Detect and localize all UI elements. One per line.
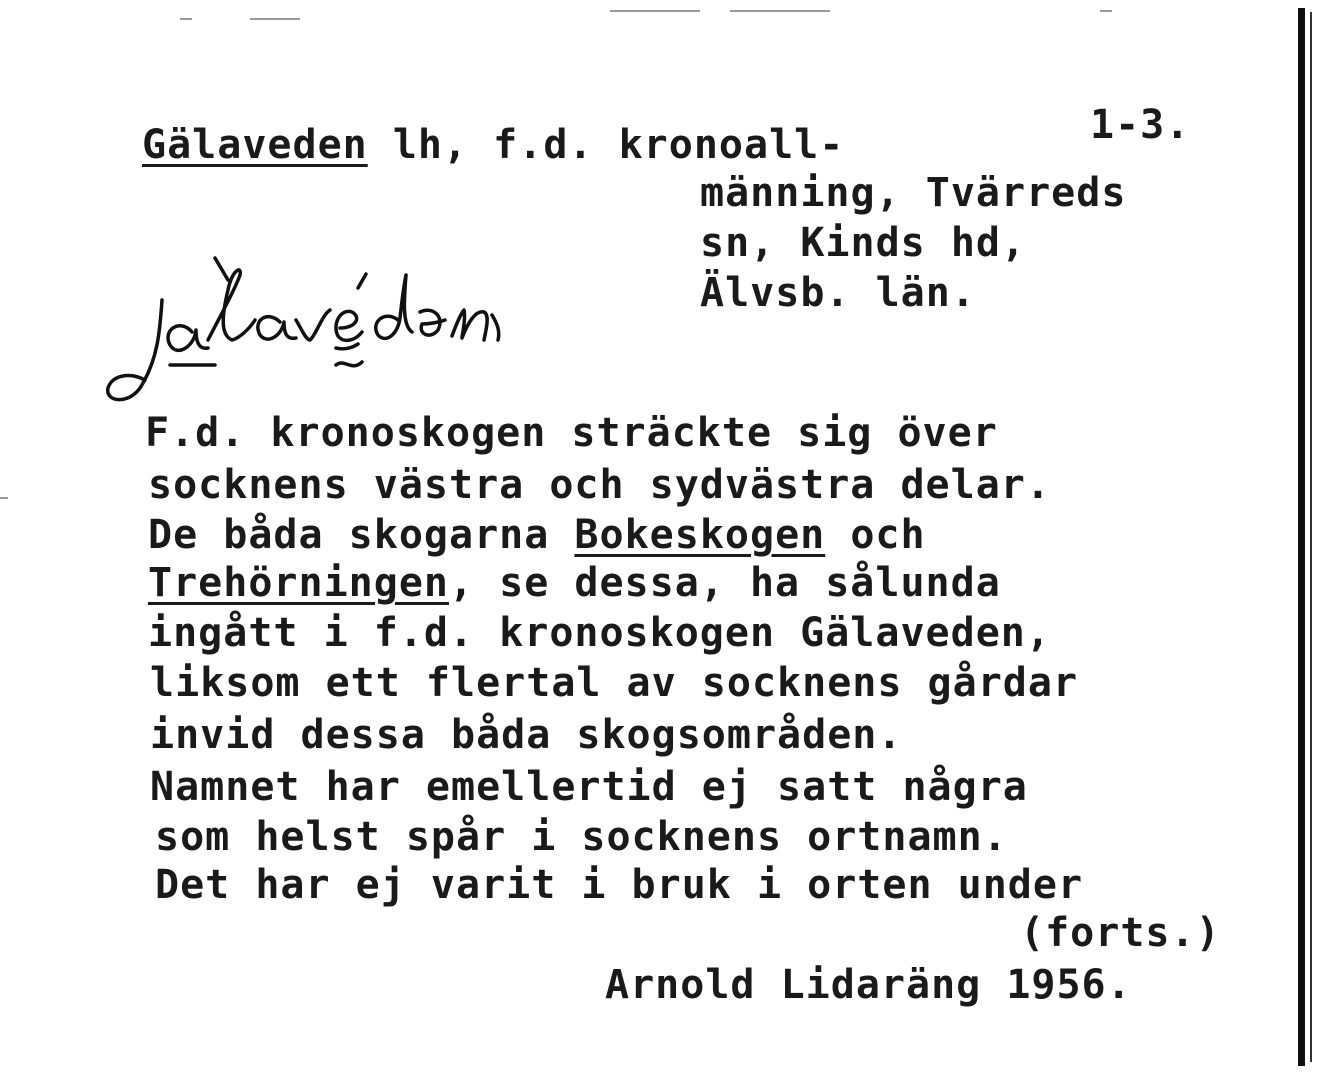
continued-note: (forts.) (1020, 910, 1221, 956)
cross-reference-trehorningen: Trehörningen (148, 560, 449, 606)
scan-mark (180, 18, 192, 20)
body-line-3 (148, 512, 926, 558)
scan-mark (610, 10, 700, 12)
handwritten-pronunciation (100, 240, 600, 410)
body-line-4 (148, 560, 1001, 606)
body-line-9: som helst spår i socknens ortnamn. (155, 814, 1008, 860)
header-line-3: sn, Kinds hd, (700, 220, 1027, 266)
signature: Arnold Lidaräng 1956. (605, 962, 1132, 1008)
body-line-8: Namnet har emellertid ej satt några (150, 764, 1028, 810)
body-line-7: invid dessa båda skogsområden. (150, 712, 903, 758)
header-line-1 (142, 122, 844, 168)
body-line-3-post: och (825, 512, 926, 558)
body-line-4-post: , se dessa, ha sålunda (448, 560, 1001, 606)
headword: Gälaveden (142, 122, 368, 168)
body-line-10: Det har ej varit i bruk i orten under (155, 862, 1084, 908)
scan-mark (250, 18, 300, 20)
card-edge-inner (1310, 12, 1312, 1062)
scan-mark (730, 10, 830, 12)
body-line-6: liksom ett flertal av socknens gårdar (150, 660, 1079, 706)
body-line-3-pre: De båda skogarna (148, 512, 575, 558)
body-line-2: socknens västra och sydvästra delar. (148, 462, 1051, 508)
body-line-1: F.d. kronoskogen sträckte sig över (145, 410, 998, 456)
card-number: 1-3. (1090, 102, 1191, 148)
header-line-1-rest: lh, f.d. kronoall- (367, 122, 845, 168)
cross-reference-bokeskogen: Bokeskogen (574, 512, 826, 558)
header-line-4: Älvsb. län. (700, 270, 976, 316)
header-line-2: männing, Tvärreds (700, 170, 1127, 216)
body-line-5: ingått i f.d. kronoskogen Gälaveden, (148, 610, 1051, 656)
card-edge (1298, 8, 1305, 1066)
scan-mark (1100, 10, 1112, 12)
scan-mark (0, 497, 8, 499)
